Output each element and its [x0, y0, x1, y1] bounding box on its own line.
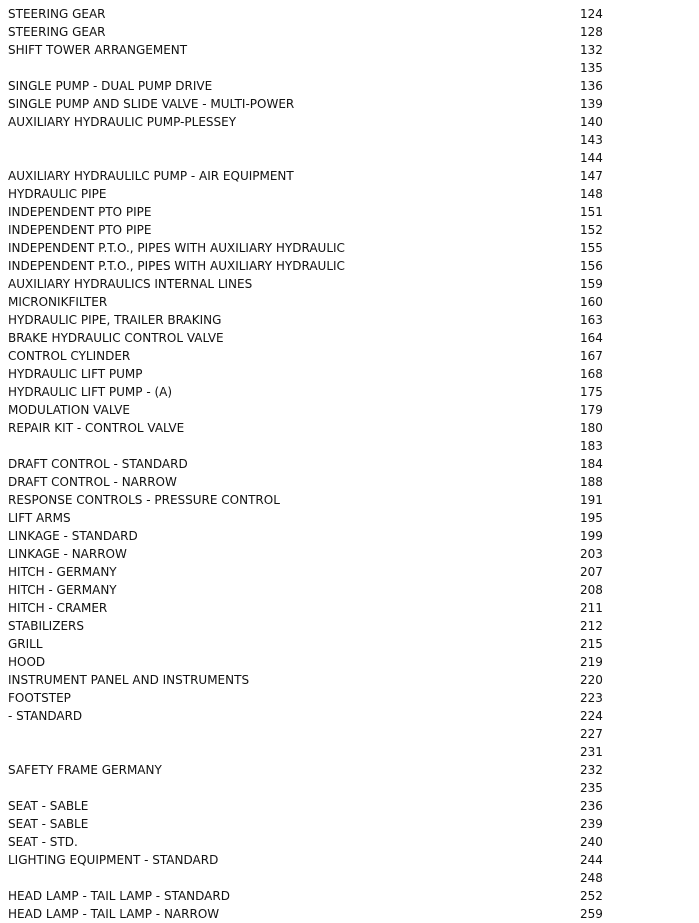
toc-entry-title: STEERING GEAR [8, 7, 106, 21]
toc-row [0, 329, 699, 347]
toc-row [0, 365, 699, 383]
toc-page-number: 208 [580, 583, 603, 597]
toc-entry-title: SHIFT TOWER ARRANGEMENT [8, 43, 188, 57]
toc-page-number: 159 [580, 277, 603, 291]
toc-entry-title: SEAT - STD. [8, 835, 78, 849]
toc-row [0, 239, 699, 257]
toc-row [0, 527, 699, 545]
toc-row [0, 671, 699, 689]
toc-page-number: 132 [580, 43, 603, 57]
toc-row [0, 689, 699, 707]
toc-entry-title: SAFETY FRAME GERMANY [8, 763, 162, 777]
toc-entry-title: STEERING GEAR [8, 25, 106, 39]
toc-entry-title: RESPONSE CONTROLS - PRESSURE CONTROL [8, 493, 280, 507]
toc-entry-title: HOOD [8, 655, 46, 669]
toc-entry-title: DRAFT CONTROL - NARROW [8, 475, 177, 489]
toc-row [0, 905, 699, 923]
toc-row [0, 779, 699, 797]
toc-entry-title: HEAD LAMP - TAIL LAMP - NARROW [8, 907, 220, 921]
toc-entry-title: SEAT - SABLE [8, 799, 89, 813]
toc-page-number: 151 [580, 205, 603, 219]
toc-page-number: 232 [580, 763, 603, 777]
toc-page-number: 148 [580, 187, 603, 201]
toc-page-number: 156 [580, 259, 603, 273]
toc-entry-title: AUXILIARY HYDRAULIC PUMP-PLESSEY [8, 115, 237, 129]
toc-page-number: 136 [580, 79, 603, 93]
toc-entry-title: LIGHTING EQUIPMENT - STANDARD [8, 853, 219, 867]
toc-page-number: 224 [580, 709, 603, 723]
toc-entry-title: HITCH - GERMANY [8, 583, 117, 597]
toc-row [0, 887, 699, 905]
toc-row [0, 437, 699, 455]
toc-page-number: 215 [580, 637, 603, 651]
toc-row [0, 617, 699, 635]
toc-row [0, 869, 699, 887]
toc-entry-title: AUXILIARY HYDRAULICS INTERNAL LINES [8, 277, 253, 291]
toc-page-number: 128 [580, 25, 603, 39]
toc-page-number: 155 [580, 241, 603, 255]
toc-page-number: 211 [580, 601, 603, 615]
toc-row [0, 383, 699, 401]
toc-entry-title: LINKAGE - NARROW [8, 547, 127, 561]
toc-entry-title: INDEPENDENT P.T.O., PIPES WITH AUXILIARY HYDRAULIC [8, 241, 345, 255]
toc-row [0, 491, 699, 509]
toc-entry-title: FOOTSTEP [8, 691, 71, 705]
toc-row [0, 815, 699, 833]
toc-entry-title: INSTRUMENT PANEL AND INSTRUMENTS [8, 673, 250, 687]
toc-row [0, 401, 699, 419]
toc-entry-title: CONTROL CYLINDER [8, 349, 131, 363]
toc-page-number: 184 [580, 457, 603, 471]
toc-row [0, 293, 699, 311]
toc-page-number: 143 [580, 133, 603, 147]
toc-row [0, 149, 699, 167]
toc-entry-title: SINGLE PUMP - DUAL PUMP DRIVE [8, 79, 213, 93]
toc-row [0, 41, 699, 59]
toc-row [0, 95, 699, 113]
toc-row [0, 509, 699, 527]
toc-page-number: 168 [580, 367, 603, 381]
toc-row [0, 833, 699, 851]
toc-page-number: 144 [580, 151, 603, 165]
toc-page-number: 227 [580, 727, 603, 741]
toc-page-number: 135 [580, 61, 603, 75]
toc-entry-title: AUXILIARY HYDRAULILC PUMP - AIR EQUIPMENT [8, 169, 294, 183]
toc-page-number: 180 [580, 421, 603, 435]
toc-row [0, 167, 699, 185]
toc-row [0, 743, 699, 761]
toc-page-number: 188 [580, 475, 603, 489]
toc-row [0, 59, 699, 77]
toc-row [0, 275, 699, 293]
toc-row [0, 725, 699, 743]
toc-entry-title: HYDRAULIC PIPE, TRAILER BRAKING [8, 313, 222, 327]
toc-entry-title: GRILL [8, 637, 43, 651]
toc-entry-title: HEAD LAMP - TAIL LAMP - STANDARD [8, 889, 230, 903]
toc-row [0, 113, 699, 131]
toc-row [0, 203, 699, 221]
toc-page-number: 152 [580, 223, 603, 237]
toc-entry-title: INDEPENDENT P.T.O., PIPES WITH AUXILIARY HYDRAULIC [8, 259, 345, 273]
toc-page-number: 179 [580, 403, 603, 417]
toc-page-number: 163 [580, 313, 603, 327]
toc-entry-title: DRAFT CONTROL - STANDARD [8, 457, 188, 471]
toc-page-number: 252 [580, 889, 603, 903]
toc-row [0, 545, 699, 563]
toc-row [0, 257, 699, 275]
toc-row [0, 707, 699, 725]
toc-entry-title: - STANDARD [8, 709, 83, 723]
toc-page-number: 219 [580, 655, 603, 669]
toc-row [0, 23, 699, 41]
toc-entry-title: HITCH - CRAMER [8, 601, 108, 615]
toc-entry-title: HYDRAULIC LIFT PUMP - (A) [8, 385, 173, 399]
toc-row [0, 185, 699, 203]
toc-page-number: 195 [580, 511, 603, 525]
toc-page-number: 212 [580, 619, 603, 633]
toc-row [0, 851, 699, 869]
toc-page-number: 259 [580, 907, 603, 921]
toc-entry-title: INDEPENDENT PTO PIPE [8, 223, 152, 237]
toc-page-number: 236 [580, 799, 603, 813]
toc-entry-title: HYDRAULIC LIFT PUMP [8, 367, 143, 381]
toc-entry-title: MODULATION VALVE [8, 403, 130, 417]
toc-page-number: 207 [580, 565, 603, 579]
toc-page-number: 203 [580, 547, 603, 561]
toc-page-number: 220 [580, 673, 603, 687]
toc-entry-title: HYDRAULIC PIPE [8, 187, 107, 201]
toc-page-number: 244 [580, 853, 603, 867]
toc-page-number: 167 [580, 349, 603, 363]
toc-row [0, 221, 699, 239]
toc-entry-title: LINKAGE - STANDARD [8, 529, 138, 543]
toc-page-number: 191 [580, 493, 603, 507]
toc-page-number: 248 [580, 871, 603, 885]
toc-row [0, 311, 699, 329]
toc-entry-title: INDEPENDENT PTO PIPE [8, 205, 152, 219]
toc-entry-title: REPAIR KIT - CONTROL VALVE [8, 421, 185, 435]
toc-entry-title: BRAKE HYDRAULIC CONTROL VALVE [8, 331, 224, 345]
toc-row [0, 563, 699, 581]
toc-row [0, 473, 699, 491]
toc-page-number: 140 [580, 115, 603, 129]
toc-row [0, 653, 699, 671]
toc-page-number: 175 [580, 385, 603, 399]
toc-row [0, 761, 699, 779]
toc-row [0, 77, 699, 95]
toc-page-number: 160 [580, 295, 603, 309]
toc-row [0, 131, 699, 149]
toc-entry-title: SINGLE PUMP AND SLIDE VALVE - MULTI-POWER [8, 97, 295, 111]
toc-row [0, 5, 699, 23]
toc-row [0, 599, 699, 617]
toc-row [0, 581, 699, 599]
toc-entry-title: STABILIZERS [8, 619, 84, 633]
toc-row [0, 347, 699, 365]
toc-page-number: 147 [580, 169, 603, 183]
toc-page-number: 183 [580, 439, 603, 453]
toc-entry-title: LIFT ARMS [8, 511, 71, 525]
toc-row [0, 635, 699, 653]
toc-row [0, 455, 699, 473]
toc-entry-title: SEAT - SABLE [8, 817, 89, 831]
toc-page-number: 240 [580, 835, 603, 849]
table-of-contents [0, 5, 699, 923]
toc-page-number: 239 [580, 817, 603, 831]
toc-entry-title: MICRONIKFILTER [8, 295, 108, 309]
toc-row [0, 797, 699, 815]
toc-page-number: 164 [580, 331, 603, 345]
toc-page-number: 235 [580, 781, 603, 795]
toc-entry-title: HITCH - GERMANY [8, 565, 117, 579]
toc-page-number: 199 [580, 529, 603, 543]
toc-page-number: 231 [580, 745, 603, 759]
toc-row [0, 419, 699, 437]
toc-page-number: 124 [580, 7, 603, 21]
toc-page-number: 223 [580, 691, 603, 705]
toc-page-number: 139 [580, 97, 603, 111]
